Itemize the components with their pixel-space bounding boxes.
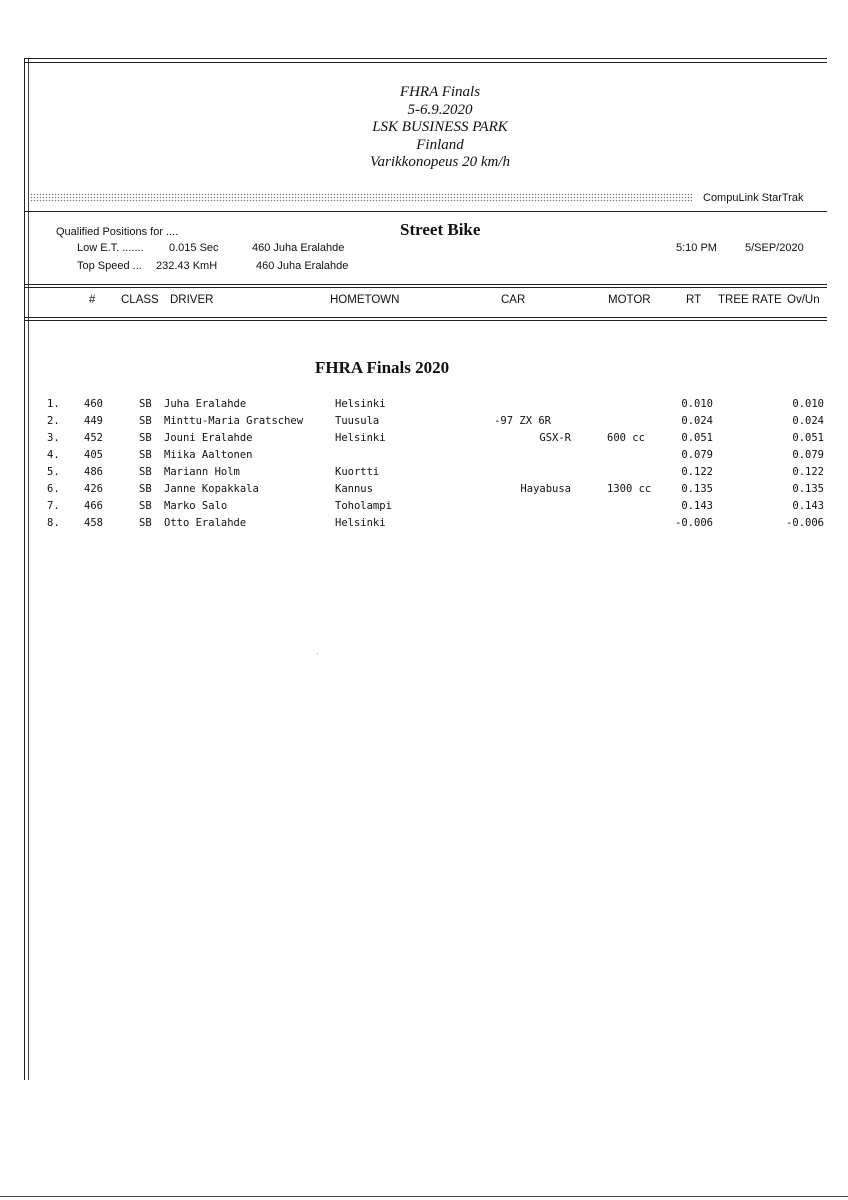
col-driver: DRIVER (170, 294, 214, 306)
car-cell: GSX-R (539, 432, 571, 444)
table-row (0, 415, 848, 432)
top-border-line-inner (24, 62, 827, 63)
hometown-cell: Helsinki (335, 398, 386, 410)
report-time: 5:10 PM (676, 242, 717, 254)
number-cell: 452 (84, 432, 103, 444)
class-cell: SB (139, 483, 152, 495)
dotted-band (30, 193, 692, 202)
motor-cell: 1300 cc (607, 483, 652, 495)
low-et-value: 0.015 Sec (169, 242, 219, 254)
car-cell: -97 ZX 6R (494, 415, 551, 427)
hometown-cell: Kannus (335, 483, 373, 495)
number-cell: 486 (84, 466, 103, 478)
col-ov-un: Ov/Un (787, 294, 820, 306)
table-row (0, 500, 848, 517)
pos-cell: 6. (47, 483, 60, 495)
driver-cell: Miika Aaltonen (164, 449, 253, 461)
hometown-cell: Helsinki (335, 432, 386, 444)
rt-cell: 0.051 (681, 432, 713, 444)
rt-cell: 0.122 (681, 466, 713, 478)
number-cell: 449 (84, 415, 103, 427)
ov-un-cell: 0.143 (792, 500, 824, 512)
scan-speck: · (316, 648, 319, 658)
qualified-heading: Qualified Positions for .... (56, 226, 179, 238)
rt-cell: 0.079 (681, 449, 713, 461)
event-name: FHRA Finals (399, 84, 481, 100)
table-row (0, 449, 848, 466)
event-venue: LSK BUSINESS PARK (372, 119, 508, 135)
number-cell: 460 (84, 398, 103, 410)
class-cell: SB (139, 398, 152, 410)
col-number: # (89, 294, 96, 306)
class-cell: SB (139, 466, 152, 478)
rt-cell: 0.143 (681, 500, 713, 512)
rt-cell: 0.024 (681, 415, 713, 427)
class-title: Street Bike (400, 220, 481, 239)
class-cell: SB (139, 517, 152, 529)
driver-cell: Otto Eralahde (164, 517, 247, 529)
hometown-cell: Toholampi (335, 500, 392, 512)
hometown-cell: Kuortti (335, 466, 380, 478)
table-row (0, 398, 848, 415)
columns-bottom-line (24, 317, 827, 318)
columns-bottom-line-inner (24, 320, 827, 321)
col-class: CLASS (121, 294, 159, 306)
col-hometown: HOMETOWN (330, 294, 400, 306)
report-date: 5/SEP/2020 (745, 242, 804, 254)
event-dates: 5-6.9.2020 (407, 101, 473, 118)
driver-cell: Marko Salo (164, 500, 228, 512)
driver-cell: Jouni Eralahde (164, 432, 253, 444)
motor-cell: 600 cc (607, 432, 645, 444)
hometown-cell: Helsinki (335, 517, 386, 529)
page-bottom-line (0, 1196, 848, 1197)
top-speed-holder: 460 Juha Eralahde (256, 260, 349, 272)
ov-un-cell: 0.010 (792, 398, 824, 410)
number-cell: 458 (84, 517, 103, 529)
table-row (0, 483, 848, 500)
car-cell: Hayabusa (520, 483, 571, 495)
pos-cell: 2. (47, 415, 60, 427)
class-cell: SB (139, 500, 152, 512)
ov-un-cell: 0.024 (792, 415, 824, 427)
pos-cell: 8. (47, 517, 60, 529)
col-motor: MOTOR (608, 294, 651, 306)
driver-cell: Minttu-Maria Gratschew (164, 415, 304, 427)
top-border-line (24, 58, 827, 59)
table-row (0, 517, 848, 534)
pos-cell: 3. (47, 432, 60, 444)
number-cell: 466 (84, 500, 103, 512)
pos-cell: 1. (47, 398, 60, 410)
header-separator (24, 211, 827, 212)
hometown-cell: Tuusula (335, 415, 380, 427)
pos-cell: 5. (47, 466, 60, 478)
table-row (0, 466, 848, 483)
low-et-label: Low E.T. ....... (77, 242, 144, 254)
class-cell: SB (139, 415, 152, 427)
driver-cell: Janne Kopakkala (164, 483, 259, 495)
driver-cell: Mariann Holm (164, 466, 240, 478)
columns-top-line-inner (24, 287, 827, 288)
class-cell: SB (139, 449, 152, 461)
top-speed-label: Top Speed ... (77, 260, 142, 272)
table-row (0, 432, 848, 449)
col-car: CAR (501, 294, 526, 306)
rt-cell: -0.006 (675, 517, 713, 529)
pos-cell: 4. (47, 449, 60, 461)
ov-un-cell: 0.079 (792, 449, 824, 461)
system-brand: CompuLink StarTrak (703, 192, 804, 204)
pos-cell: 7. (47, 500, 60, 512)
section-title: FHRA Finals 2020 (315, 358, 450, 377)
driver-cell: Juha Eralahde (164, 398, 247, 410)
rt-cell: 0.010 (681, 398, 713, 410)
number-cell: 405 (84, 449, 103, 461)
event-country: Finland (416, 136, 464, 153)
columns-top-line (24, 284, 827, 285)
ov-un-cell: 0.122 (792, 466, 824, 478)
ov-un-cell: -0.006 (786, 517, 824, 529)
event-pit-speed: Varikkonopeus 20 km/h (370, 154, 510, 170)
top-speed-value: 232.43 KmH (156, 260, 218, 272)
col-tree-rate: TREE RATE (718, 294, 782, 306)
low-et-holder: 460 Juha Eralahde (252, 242, 345, 254)
ov-un-cell: 0.051 (792, 432, 824, 444)
rt-cell: 0.135 (681, 483, 713, 495)
event-title-block (0, 84, 848, 172)
ov-un-cell: 0.135 (792, 483, 824, 495)
class-cell: SB (139, 432, 152, 444)
col-rt: RT (686, 294, 702, 306)
number-cell: 426 (84, 483, 103, 495)
